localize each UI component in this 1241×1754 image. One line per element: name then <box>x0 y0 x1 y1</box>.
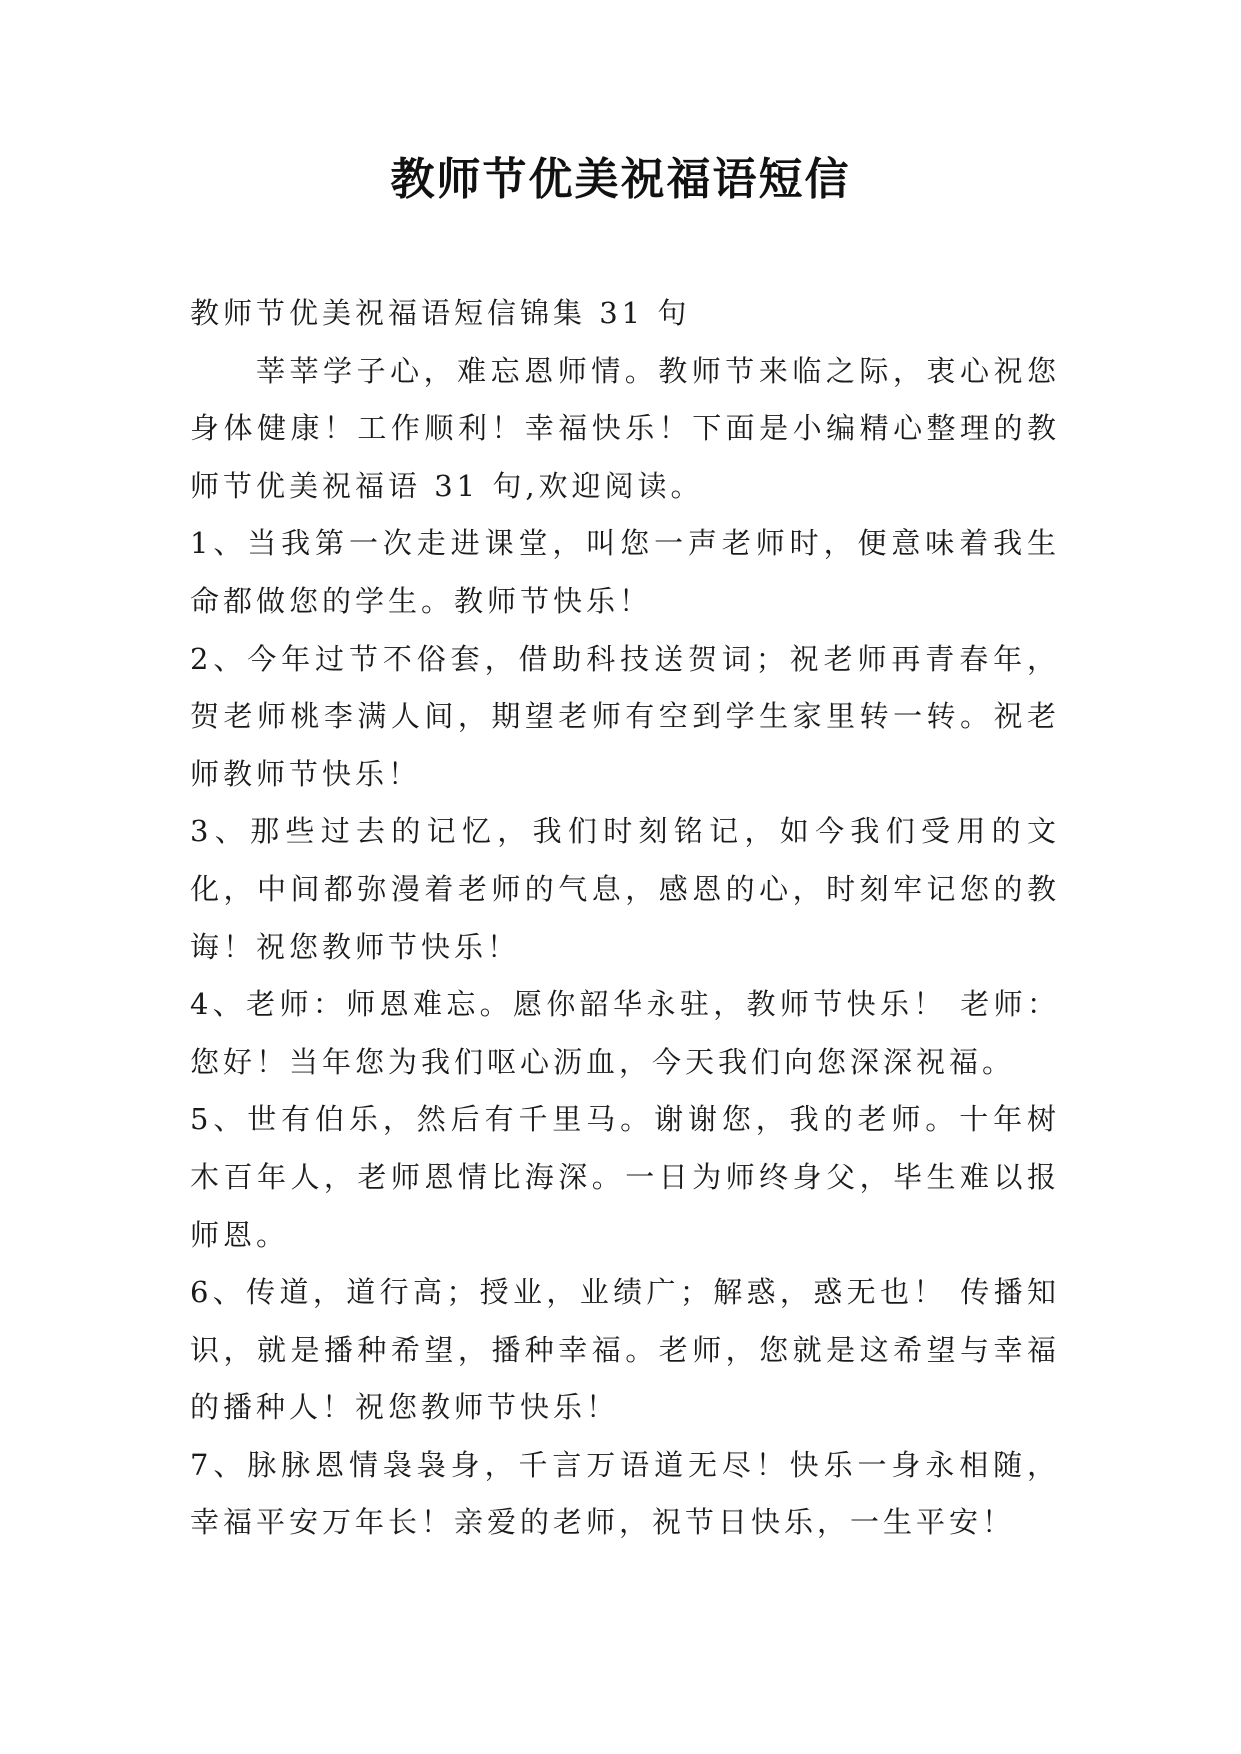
greeting-item-5: 5、世有伯乐，然后有千里马。谢谢您，我的老师。十年树木百年人，老师恩情比海深。一日为师终身父，毕生难以报师恩。 <box>190 1102 1060 1252</box>
document-body <box>190 285 1060 1552</box>
subtitle-paragraph: 教师节优美祝福语短信锦集 31 句 <box>190 296 691 330</box>
document-title: 教师节优美祝福语短信 <box>390 154 851 205</box>
greeting-item-4: 4、老师：师恩难忘。愿你韶华永驻，教师节快乐！ 老师：您好！当年您为我们呕心沥血，今天我们向您深深祝福。 <box>190 987 1060 1079</box>
greeting-item-2: 2、今年过节不俗套，借助科技送贺词；祝老师再青春年，贺老师桃李满人间，期望老师有空到学生家里转一转。祝老师教师节快乐！ <box>190 641 1060 791</box>
greeting-item-3: 3、那些过去的记忆，我们时刻铭记，如今我们受用的文化，中间都弥漫着老师的气息，感恩的心，时刻牢记您的教诲！祝您教师节快乐！ <box>190 814 1060 964</box>
intro-paragraph: 莘莘学子心，难忘恩师情。教师节来临之际，衷心祝您身体健康！工作顺利！幸福快乐！下面是小编精心整理的教师节优美祝福语 31 句,欢迎阅读。 <box>190 353 1060 503</box>
greeting-item-7: 7、脉脉恩情袅袅身，千言万语道无尽！快乐一身永相随，幸福平安万年长！亲爱的老师，祝节日快乐，一生平安！ <box>190 1447 1060 1540</box>
greeting-item-6: 6、传道，道行高；授业，业绩广；解惑，惑无也！ 传播知识，就是播种希望，播种幸福。老师，您就是这希望与幸福的播种人！祝您教师节快乐！ <box>190 1275 1060 1425</box>
greeting-item-1: 1、当我第一次走进课堂，叫您一声老师时，便意味着我生命都做您的学生。教师节快乐！ <box>190 526 1060 618</box>
